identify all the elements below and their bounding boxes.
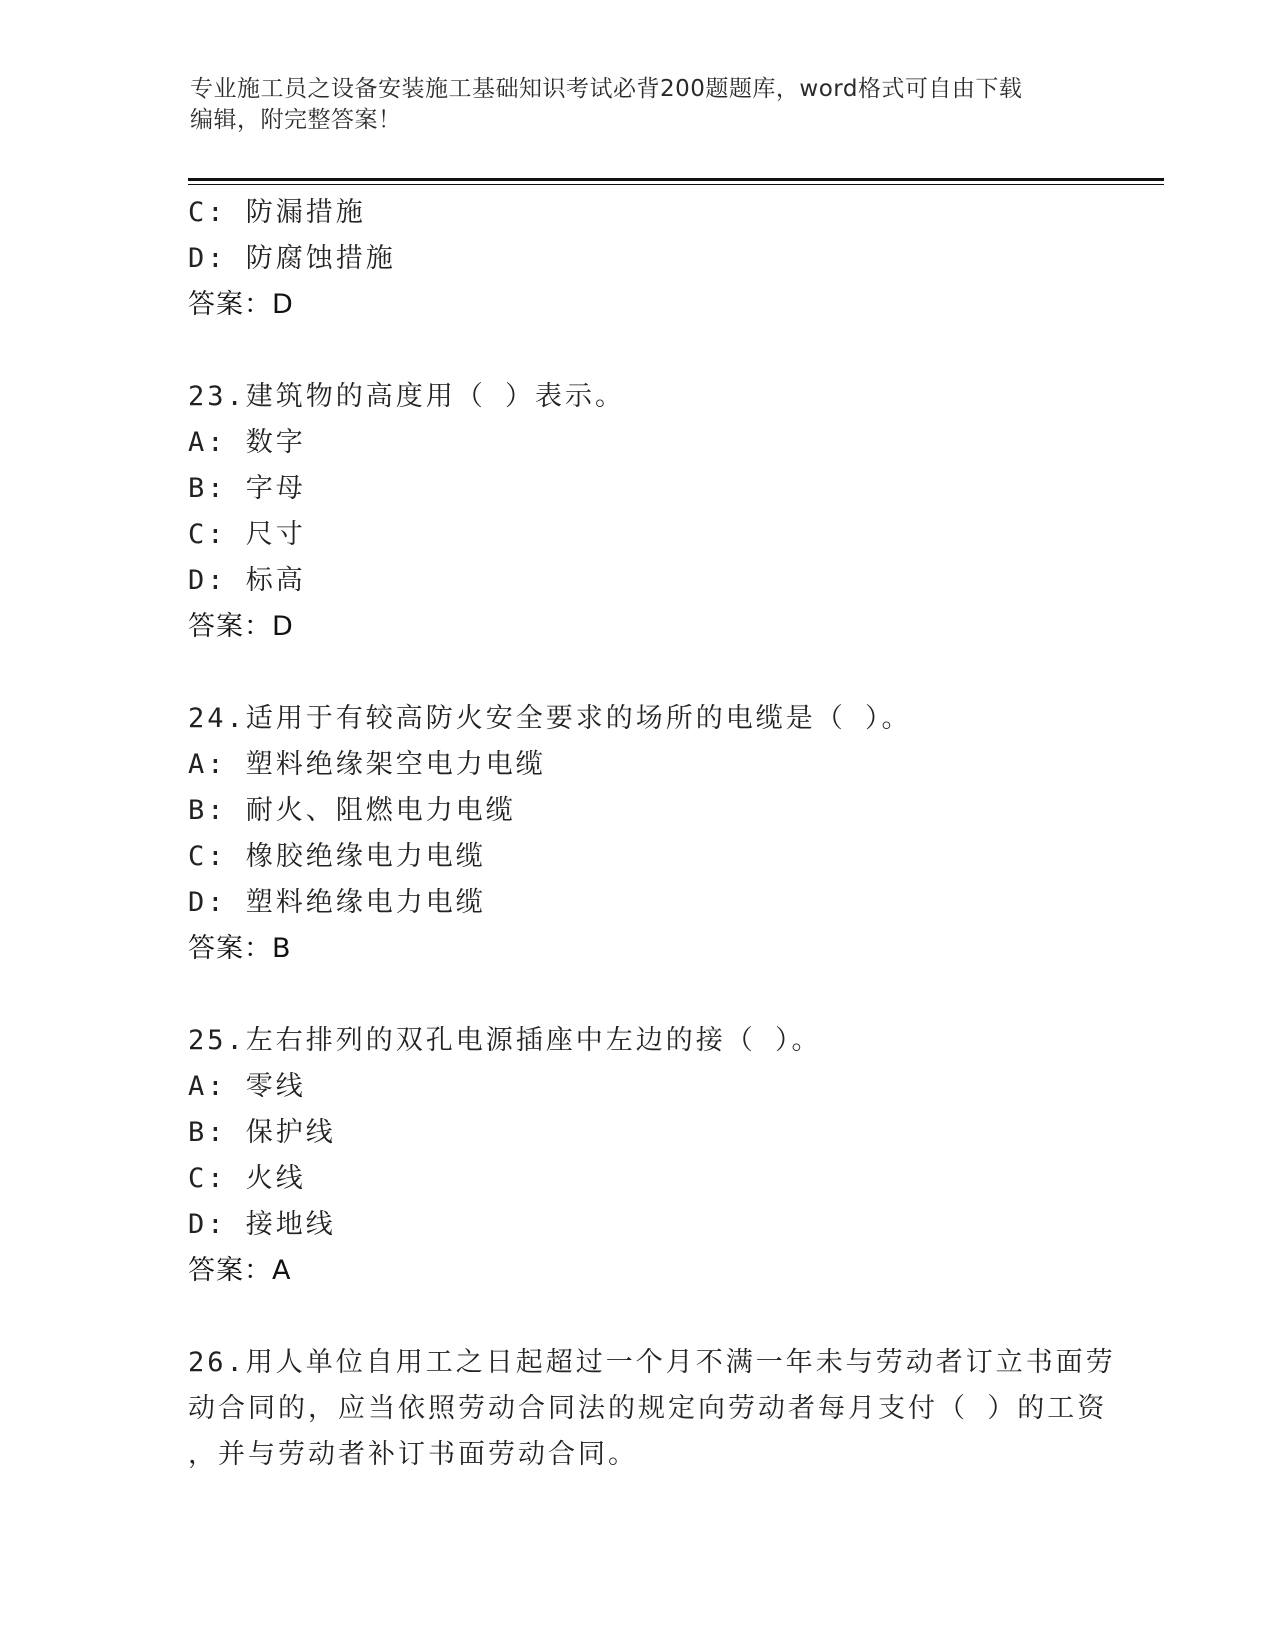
spacer [188, 650, 1088, 696]
answer-line: 答案：D [188, 289, 294, 320]
question-26 [188, 1340, 1116, 1478]
option-c: C: 火线 [188, 1163, 306, 1194]
header-line-1: 专业施工员之设备安装施工基础知识考试必背200题题库，word格式可自由下载 [190, 76, 1023, 102]
header-line-2: 编辑，附完整答案！ [190, 107, 402, 133]
question-text-line-3: ，并与劳动者补订书面劳动合同。 [188, 1439, 638, 1470]
answer-line: 答案：B [188, 933, 292, 964]
option-b: B: 字母 [188, 473, 306, 504]
option-b: B: 耐火、阻燃电力电缆 [188, 795, 516, 826]
question-text: 25.左右排列的双孔电源插座中左边的接（ ）。 [188, 1025, 822, 1056]
question-23 [188, 374, 1088, 650]
option-c: C: 尺寸 [188, 519, 306, 550]
spacer [188, 328, 1088, 374]
question-text-line-1: 26.用人单位自用工之日起超过一个月不满一年未与劳动者订立书面劳 [188, 1347, 1116, 1378]
question-text-line-2: 动合同的，应当依照劳动合同法的规定向劳动者每月支付（ ）的工资 [188, 1393, 1108, 1424]
option-d: D: 防腐蚀措施 [188, 243, 396, 274]
option-d: D: 塑料绝缘电力电缆 [188, 887, 486, 918]
question-25 [188, 1018, 1088, 1294]
option-a: A: 数字 [188, 427, 306, 458]
header-divider-thick [188, 178, 1164, 181]
header-divider-thin [188, 184, 1164, 185]
option-a: A: 塑料绝缘架空电力电缆 [188, 749, 546, 780]
document-header [190, 74, 1090, 136]
option-c: C: 防漏措施 [188, 197, 366, 228]
question-text: 23.建筑物的高度用（ ）表示。 [188, 381, 626, 412]
question-24 [188, 696, 1088, 972]
option-a: A: 零线 [188, 1071, 306, 1102]
spacer [188, 1294, 1088, 1340]
question-text: 24.适用于有较高防火安全要求的场所的电缆是（ ）。 [188, 703, 912, 734]
option-b: B: 保护线 [188, 1117, 336, 1148]
question-list [188, 190, 1116, 1478]
option-d: D: 接地线 [188, 1209, 336, 1240]
option-d: D: 标高 [188, 565, 306, 596]
option-c: C: 橡胶绝缘电力电缆 [188, 841, 486, 872]
answer-line: 答案：A [188, 1255, 292, 1286]
spacer [188, 972, 1088, 1018]
answer-line: 答案：D [188, 611, 294, 642]
question-22-tail [188, 190, 1088, 328]
